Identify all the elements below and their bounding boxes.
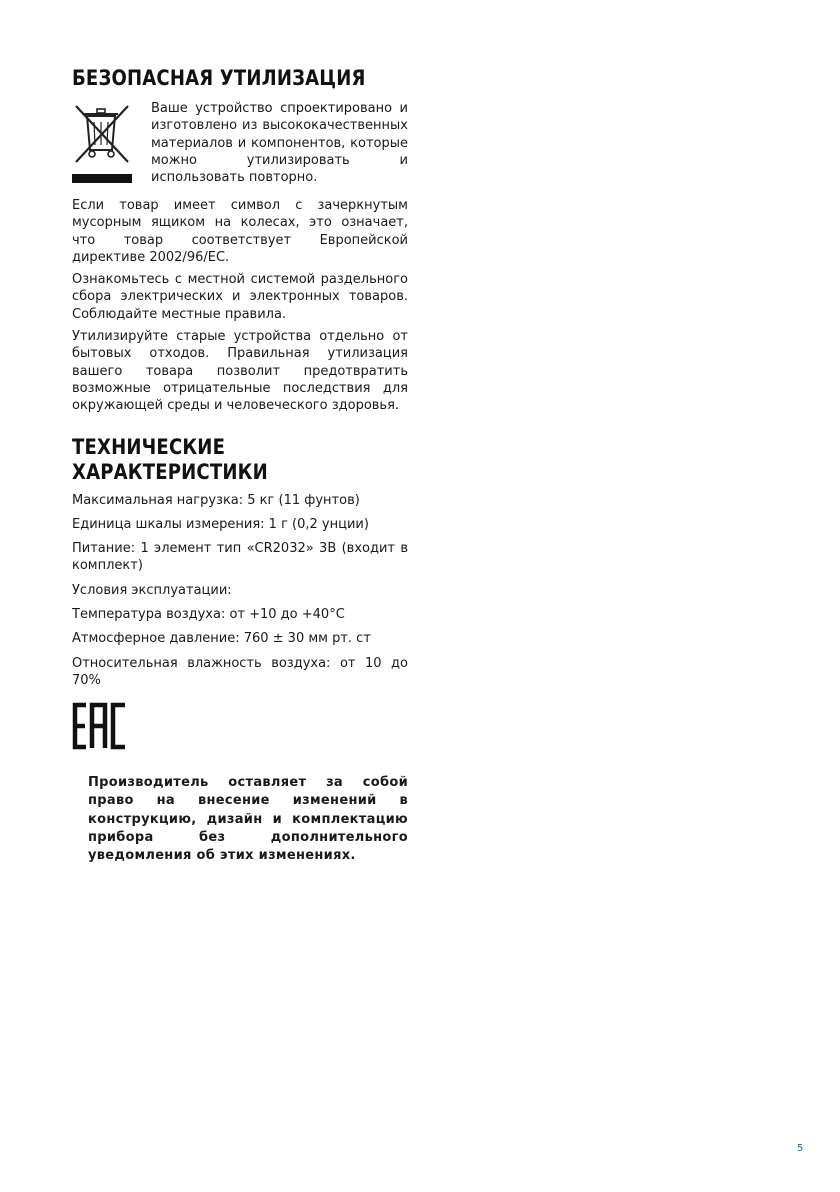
disposal-intro-text: Ваше устройство спроектировано и изготовлено из высококачественных материалов и компонентов, которые можно утилизировать и использовать повторно. [151, 101, 408, 186]
spec-humidity: Относительная влажность воздуха: от 10 до 70% [72, 655, 408, 688]
specs-heading-line-1: ТЕХНИЧЕСКИЕ [72, 434, 226, 459]
eac-mark-icon [72, 702, 128, 750]
content-column [72, 66, 408, 865]
crossed-bin-icon [72, 100, 132, 190]
disposal-paragraph-3: Утилизируйте старые устройства отдельно от бытовых отходов. Правильная утилизация вашего товара позволит предотвратить возможные отрицательные последствия для окружающей среды и человеческого здоровья. [72, 329, 408, 414]
page-number: 5 [797, 1143, 804, 1154]
manufacturer-note: Производитель оставляет за собой право на внесение изменений в конструкцию, дизайн и комплектацию прибора без дополнительного уведомления об этих изменениях. [88, 775, 408, 864]
specs-heading [72, 435, 407, 485]
spec-scale-unit: Единица шкалы измерения: 1 г (0,2 унции) [72, 516, 369, 532]
spec-pressure: Атмосферное давление: 760 ± 30 мм рт. ст [72, 631, 371, 647]
spec-conditions: Условия эксплуатации: [72, 582, 232, 598]
spec-power: Питание: 1 элемент тип «CR2032» 3В (входит в комплект) [72, 541, 408, 574]
disposal-intro [72, 100, 408, 192]
spec-temperature: Температура воздуха: от +10 до +40°С [72, 607, 345, 623]
disposal-paragraph-1: Если товар имеет символ с зачеркнутым мусорным ящиком на колесах, это означает, что товар соответствует Европейской директиве 2002/96/EC. [72, 198, 408, 265]
disposal-heading: БЕЗОПАСНАЯ УТИЛИЗАЦИЯ [72, 66, 366, 90]
disposal-paragraph-2: Ознакомьтесь с местной системой раздельного сбора электрических и электронных товаров. Соблюдайте местные правила. [72, 272, 408, 322]
specs-heading-line-2: ХАРАКТЕРИСТИКИ [72, 459, 268, 484]
spec-max-load: Максимальная нагрузка: 5 кг (11 фунтов) [72, 492, 360, 508]
